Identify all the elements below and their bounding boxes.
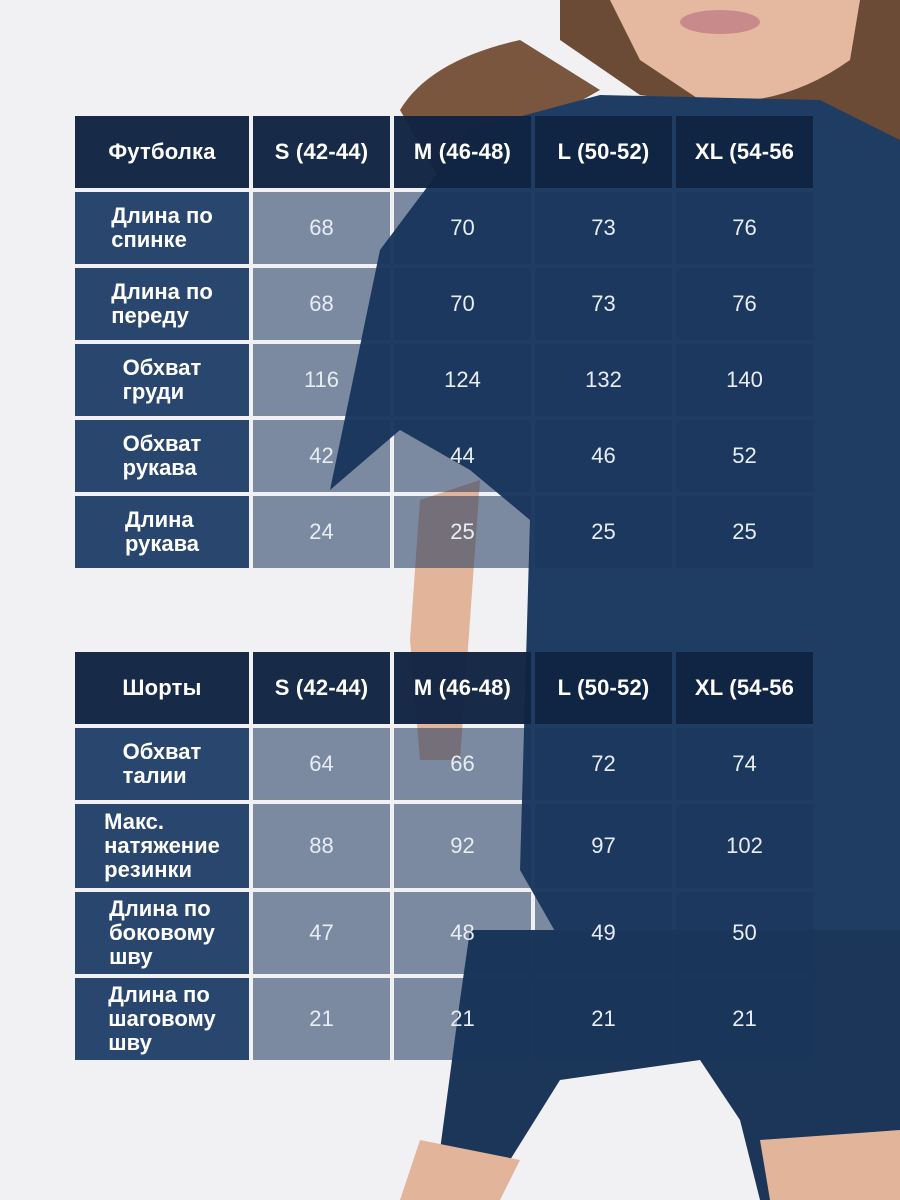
table-cell: 50 (676, 892, 813, 974)
row-label: Длина по шаговому шву (75, 978, 249, 1060)
table-cell: 72 (535, 728, 672, 800)
table-cell: 124 (394, 344, 531, 416)
table-cell: 68 (253, 192, 390, 264)
row-label: Длина по спинке (75, 192, 249, 264)
table-cell: 66 (394, 728, 531, 800)
table-cell: 47 (253, 892, 390, 974)
table-cell: 132 (535, 344, 672, 416)
size-header: L (50-52) (535, 116, 672, 188)
table-cell: 52 (676, 420, 813, 492)
table-cell: 70 (394, 192, 531, 264)
table-cell: 116 (253, 344, 390, 416)
table-cell: 92 (394, 804, 531, 888)
table-title: Шорты (75, 652, 249, 724)
table-cell: 74 (676, 728, 813, 800)
table-cell: 46 (535, 420, 672, 492)
table-cell: 76 (676, 268, 813, 340)
size-header: M (46-48) (394, 116, 531, 188)
size-header: M (46-48) (394, 652, 531, 724)
row-label: Макс. натяжение резинки (75, 804, 249, 888)
shorts-size-table (75, 652, 813, 1060)
table-cell: 21 (535, 978, 672, 1060)
table-title: Футболка (75, 116, 249, 188)
table-cell: 70 (394, 268, 531, 340)
size-header: L (50-52) (535, 652, 672, 724)
table-cell: 25 (535, 496, 672, 568)
table-cell: 49 (535, 892, 672, 974)
row-label: Длина по боковому шву (75, 892, 249, 974)
table-cell: 44 (394, 420, 531, 492)
row-label: Обхват талии (75, 728, 249, 800)
table-cell: 21 (676, 978, 813, 1060)
table-cell: 97 (535, 804, 672, 888)
table-cell: 73 (535, 268, 672, 340)
size-header: XL (54-56 (676, 652, 813, 724)
table-cell: 42 (253, 420, 390, 492)
row-label: Обхват рукава (75, 420, 249, 492)
table-cell: 64 (253, 728, 390, 800)
table-cell: 25 (394, 496, 531, 568)
table-cell: 25 (676, 496, 813, 568)
table-cell: 48 (394, 892, 531, 974)
tshirt-size-table (75, 116, 813, 568)
table-cell: 88 (253, 804, 390, 888)
table-cell: 24 (253, 496, 390, 568)
table-cell: 76 (676, 192, 813, 264)
table-cell: 21 (253, 978, 390, 1060)
table-cell: 102 (676, 804, 813, 888)
table-cell: 68 (253, 268, 390, 340)
row-label: Длина рукава (75, 496, 249, 568)
row-label: Обхват груди (75, 344, 249, 416)
size-header: S (42-44) (253, 116, 390, 188)
row-label: Длина по переду (75, 268, 249, 340)
table-cell: 73 (535, 192, 672, 264)
size-header: XL (54-56 (676, 116, 813, 188)
table-cell: 21 (394, 978, 531, 1060)
size-header: S (42-44) (253, 652, 390, 724)
table-cell: 140 (676, 344, 813, 416)
